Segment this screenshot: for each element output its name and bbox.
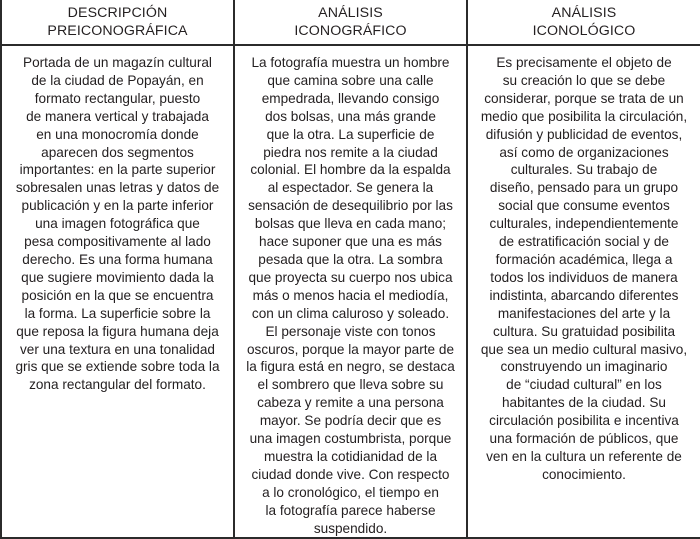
- text-line: de la ciudad de Popayán, en: [31, 72, 204, 88]
- header-preiconographic-description: [1, 0, 234, 45]
- text-line: la figura está en negro, se destaca: [246, 359, 455, 375]
- text-line: conocimiento.: [542, 466, 626, 482]
- text-line: a lo cronológico, el tiempo en: [262, 484, 439, 500]
- text-line: publicación y en la parte inferior: [21, 198, 214, 214]
- text-line: más o menos hacia el mediodía,: [252, 287, 449, 303]
- text-line: medio que posibilita la circulación,: [480, 108, 688, 124]
- text-line: de estratificación social y de: [498, 234, 669, 250]
- text-line: social que consume eventos: [498, 198, 670, 214]
- text-line: de “ciudad cultural” en los: [506, 377, 662, 393]
- text-line: zona rectangular del formato.: [29, 377, 206, 393]
- text-line: una imagen costumbrista, porque: [249, 431, 452, 447]
- text-line: su creación lo que se debe: [502, 72, 666, 88]
- text-line: culturales. Su trabajo de: [510, 162, 658, 178]
- text-line: El personaje viste con tonos: [265, 323, 436, 339]
- text-line: colonial. El hombre da la espalda: [250, 162, 451, 178]
- table-body: [1, 45, 700, 538]
- text-line: derecho. Es una forma humana: [22, 251, 213, 267]
- text-line: manifestaciones del arte y la: [497, 305, 671, 321]
- cell-iconographic-analysis: [234, 45, 467, 538]
- text-line: bolsas que lleva en cada mano;: [254, 216, 447, 232]
- text-line: pesada que la otra. La sombra: [258, 251, 443, 267]
- text-line: posición en la que se encuentra: [21, 287, 214, 303]
- text-line: formación académica, llega a: [495, 251, 673, 267]
- text-line: que reposa la figura humana deja: [16, 323, 219, 339]
- text-line: ANÁLISIS: [551, 4, 617, 21]
- text-line: Es precisamente el objeto de: [496, 55, 672, 70]
- text-line: considerar, porque se trata de un: [484, 90, 684, 106]
- text-line: el sombrero que lleva sobre su: [257, 377, 444, 393]
- text-line: ICONOGRÁFICO: [294, 22, 407, 39]
- text-line: una imagen fotográfica que: [35, 216, 200, 232]
- table-row: [1, 45, 700, 538]
- text-line: habitantes de la ciudad. Su: [501, 395, 666, 411]
- text-line: sensación de desequilibrio por las: [248, 198, 453, 214]
- text-line: la fotografía parece haberse: [265, 502, 436, 518]
- text-line: sobresalen unas letras y datos de: [15, 180, 220, 196]
- header-iconographic-analysis: [234, 0, 467, 45]
- text-line: La fotografía muestra un hombre: [251, 55, 450, 70]
- text-line: de manera vertical y trabajada: [26, 108, 209, 124]
- text-line: ICONOLÓGICO: [532, 22, 636, 39]
- text-line: mayor. Se podría decir que es: [259, 413, 442, 429]
- text-line: que camina sobre una calle: [267, 72, 434, 88]
- text-line: formato rectangular, puesto: [34, 90, 201, 106]
- text-line: gris que se extiende sobre toda la: [15, 359, 220, 375]
- text-line: dos bolsas, una más grande: [265, 108, 436, 124]
- text-line: ANÁLISIS: [318, 4, 383, 21]
- text-line: Portada de un magazín cultural: [23, 55, 212, 70]
- text-line: piedra nos remite a la ciudad: [263, 144, 438, 160]
- text-line: así como de organizaciones: [499, 144, 669, 160]
- text-line: difusión y publicidad de eventos,: [485, 126, 683, 142]
- text-line: que sea un medio cultural masivo,: [480, 341, 688, 357]
- text-line: aparecen dos segmentos: [41, 144, 194, 160]
- text-line: construyendo un imaginario: [500, 359, 668, 375]
- text-line: indistinta, abarcando diferentes: [489, 287, 679, 303]
- header-row: [1, 0, 700, 45]
- text-line: cultura. Su gratuidad posibilita: [492, 323, 676, 339]
- text-line: una formación de públicos, que: [489, 431, 679, 447]
- text-line: cabeza y remite a una persona: [257, 395, 444, 411]
- header-iconological-analysis: [467, 0, 700, 45]
- text-line: ven en la cultura un referente de: [486, 448, 682, 464]
- text-line: en una monocromía donde: [36, 126, 199, 142]
- text-line: ver una textura en una tonalidad: [20, 341, 215, 357]
- text-line: la forma. La superficie sobre la: [24, 305, 211, 321]
- cell-preiconographic-description: [1, 45, 234, 538]
- cell-iconological-analysis: [467, 45, 700, 538]
- text-line: hace suponer que una es más: [259, 234, 442, 250]
- text-line: DESCRIPCIÓN: [67, 4, 168, 21]
- text-line: todos los individuos de manera: [490, 269, 678, 285]
- text-line: que proyecta su cuerpo nos ubica: [248, 269, 453, 285]
- text-line: ciudad donde vive. Con respecto: [251, 466, 450, 482]
- text-line: diseño, pensado para un grupo: [489, 180, 679, 196]
- text-line: pesa compositivamente al lado: [24, 234, 211, 250]
- text-line: importantes: en la parte superior: [19, 162, 216, 178]
- table-header: [1, 0, 700, 45]
- text-line: que sugiere movimiento dada la: [21, 269, 214, 285]
- text-line: circulación posibilita e incentiva: [489, 413, 679, 429]
- text-line: con un clima caluroso y soleado.: [251, 305, 450, 321]
- text-line: muestra la cotidianidad de la: [263, 448, 438, 464]
- text-line: PREICONOGRÁFICA: [47, 22, 188, 39]
- text-line: empedrada, llevando consigo: [261, 90, 440, 106]
- text-line: oscuros, porque la mayor parte de: [246, 341, 455, 357]
- text-line: culturales, independientemente: [489, 216, 679, 232]
- text-line: al espectador. Se genera la: [267, 180, 434, 196]
- text-line: que la otra. La superficie de: [266, 126, 435, 142]
- text-line: suspendido.: [313, 520, 388, 536]
